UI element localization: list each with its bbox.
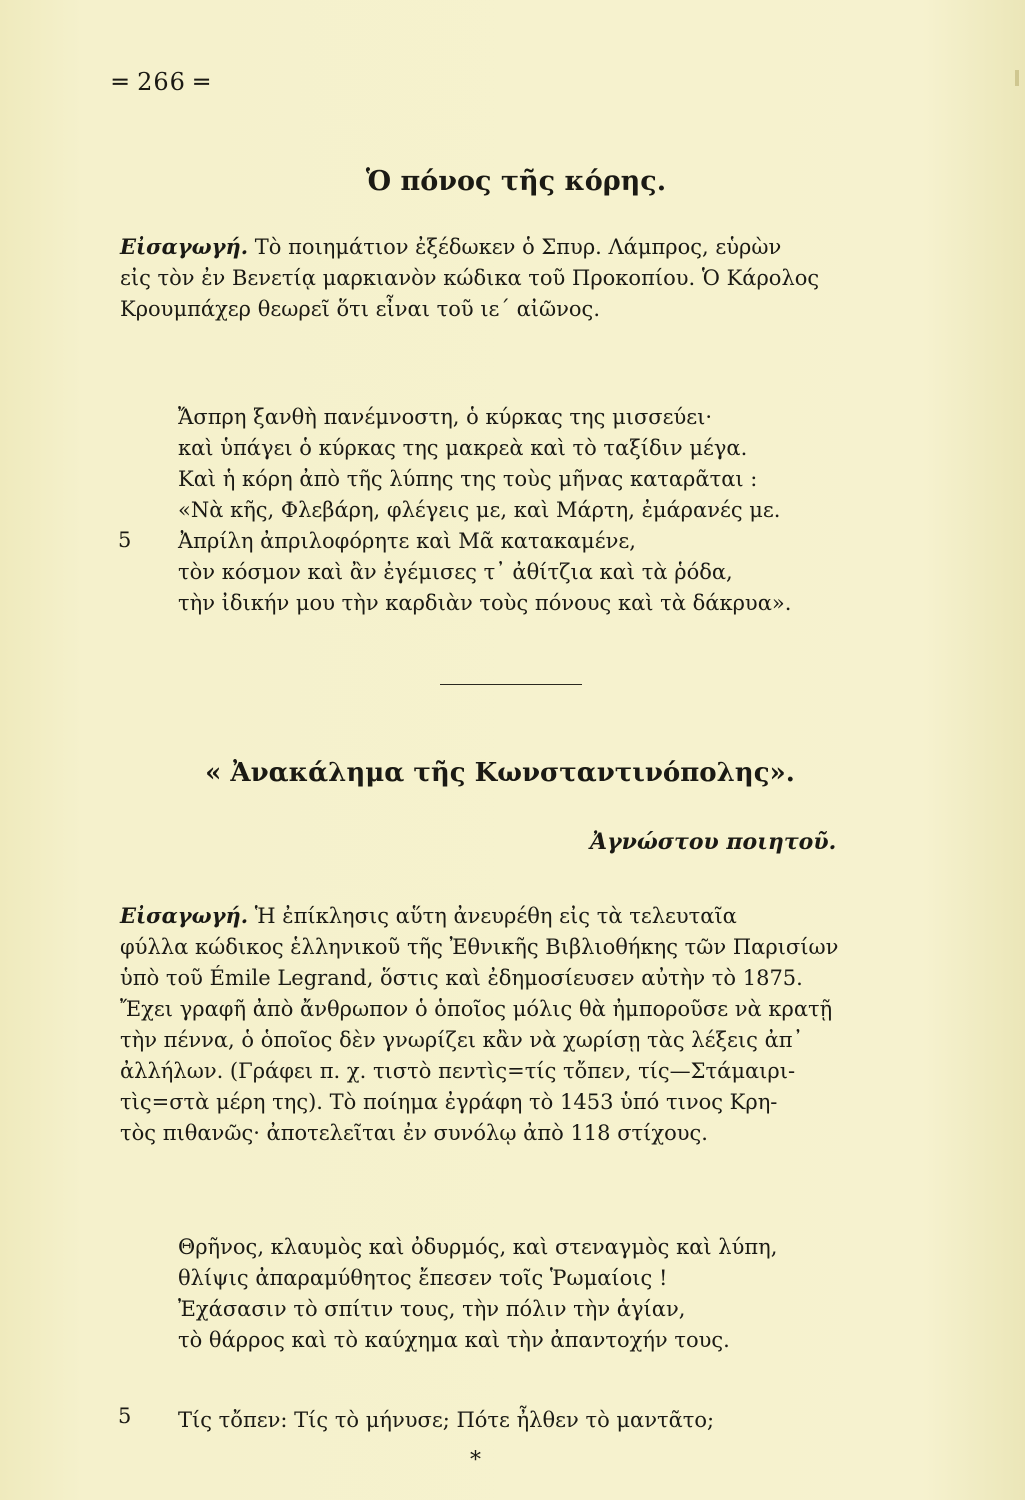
section1-introduction	[120, 231, 920, 325]
verse-line: Ἄσπρη ξανθὴ πανέμνοστη, ὁ κύρκας της μισσεύει·	[178, 405, 713, 429]
section2-introduction	[120, 900, 920, 1149]
verse-line: καὶ ὑπάγει ὁ κύρκας της μακρεὰ καὶ τὸ ταξίδιν μέγα.	[178, 436, 748, 460]
intro-label: Εἰσαγωγή.	[120, 903, 249, 928]
verse-number: 5	[118, 528, 132, 552]
section-divider	[440, 684, 582, 685]
verse-line: Θρῆνος, κλαυμὸς καὶ ὀδυρμός, καὶ στεναγμὸς καὶ λύπη,	[178, 1235, 778, 1259]
intro-line	[120, 231, 920, 263]
verse-line: τὸ θάρρος καὶ τὸ καύχημα καὶ τὴν ἀπαντοχήν τους.	[178, 1328, 730, 1352]
section2-title: « Ἀνακάλημα τῆς Κωνσταντινόπολης».	[205, 758, 795, 788]
intro-text: Ἡ ἐπίκλησις αὕτη ἀνευρέθη εἰς τὰ τελευταῖα	[248, 904, 737, 928]
intro-line: τὴν πέννα, ὁ ὁποῖος δὲν γνωρίζει κἂν νὰ χωρίσῃ τὰς λέξεις ἀπ᾽	[120, 1028, 804, 1052]
intro-line: ἀλλήλων. (Γράφει π. χ. τιστὸ πεντὶς=τίς τὄπεν, τίς—Στάμαιρι-	[120, 1059, 796, 1083]
intro-line: Κρουμπάχερ θεωρεῖ ὅτι εἶναι τοῦ ιε΄ αἰῶνος.	[120, 297, 600, 321]
intro-text: Τὸ ποιημάτιον ἐξέδωκεν ὁ Σπυρ. Λάμπρος, εὑρὼν	[248, 235, 782, 259]
verse-line: «Νὰ κῆς, Φλεβάρη, φλέγεις με, καὶ Μάρτη, ἐμάρανές με.	[178, 498, 781, 522]
verse-line: Ἐχάσασιν τὸ σπίτιν τους, τὴν πόλιν τὴν ἁγίαν,	[178, 1297, 686, 1321]
intro-line: Ἔχει γραφῆ ἀπὸ ἄνθρωπον ὁ ὁποῖος μόλις θὰ ἠμποροῦσε νὰ κρατῇ	[120, 997, 833, 1021]
intro-label: Εἰσαγωγή.	[120, 234, 249, 259]
verse-line: Καὶ ἡ κόρη ἀπὸ τῆς λύπης της τοὺς μῆνας καταρᾶται :	[178, 467, 758, 491]
intro-line: φύλλα κώδικος ἑλληνικοῦ τῆς Ἐθνικῆς Βιβλιοθήκης τῶν Παρισίων	[120, 935, 839, 959]
intro-line	[120, 900, 920, 932]
page-number: ═ 266 ═	[113, 68, 210, 96]
footer-asterisk: *	[470, 1448, 481, 1473]
intro-line: ὑπὸ τοῦ Émile Legrand, ὅστις καὶ ἐδημοσίευσεν αὐτὴν τὸ 1875.	[120, 966, 803, 990]
intro-line: τὶς=στὰ μέρη της). Τὸ ποίημα ἐγράφη τὸ 1453 ὑπό τινος Κρη-	[120, 1090, 778, 1114]
section1-title: Ὁ πόνος τῆς κόρης.	[365, 166, 667, 197]
attribution: Ἀγνώστου ποιητοῦ.	[590, 829, 837, 855]
intro-line: τὸς πιθανῶς· ἀποτελεῖται ἐν συνόλῳ ἀπὸ 118 στίχους.	[120, 1121, 708, 1145]
verse-number: 5	[118, 1404, 132, 1428]
verse-line: τὴν ἰδικήν μου τὴν καρδιὰν τοὺς πόνους καὶ τὰ δάκρυα».	[178, 591, 792, 615]
section1-poem	[178, 402, 938, 619]
page-edge-mark	[1015, 70, 1019, 86]
verse-line: τὸν κόσμον καὶ ἂν ἐγέμισες τ᾽ ἀθίτζια καὶ τὰ ῥόδα,	[178, 560, 733, 584]
verse-line: Τίς τὄπεν: Τίς τὸ μήνυσε; Πότε ἦλθεν τὸ μαντᾶτο;	[178, 1408, 715, 1432]
section2-poem	[178, 1232, 938, 1436]
intro-line: εἰς τὸν ἐν Βενετίᾳ μαρκιανὸν κώδικα τοῦ Προκοπίου. Ὁ Κάρολος	[120, 266, 820, 290]
verse-line: Ἀπρίλη ἀπριλοφόρητε καὶ Μᾶ κατακαμένε,	[178, 529, 636, 553]
verse-line: θλίψις ἀπαραμύθητος ἔπεσεν τοῖς Ῥωμαίοις !	[178, 1266, 668, 1290]
